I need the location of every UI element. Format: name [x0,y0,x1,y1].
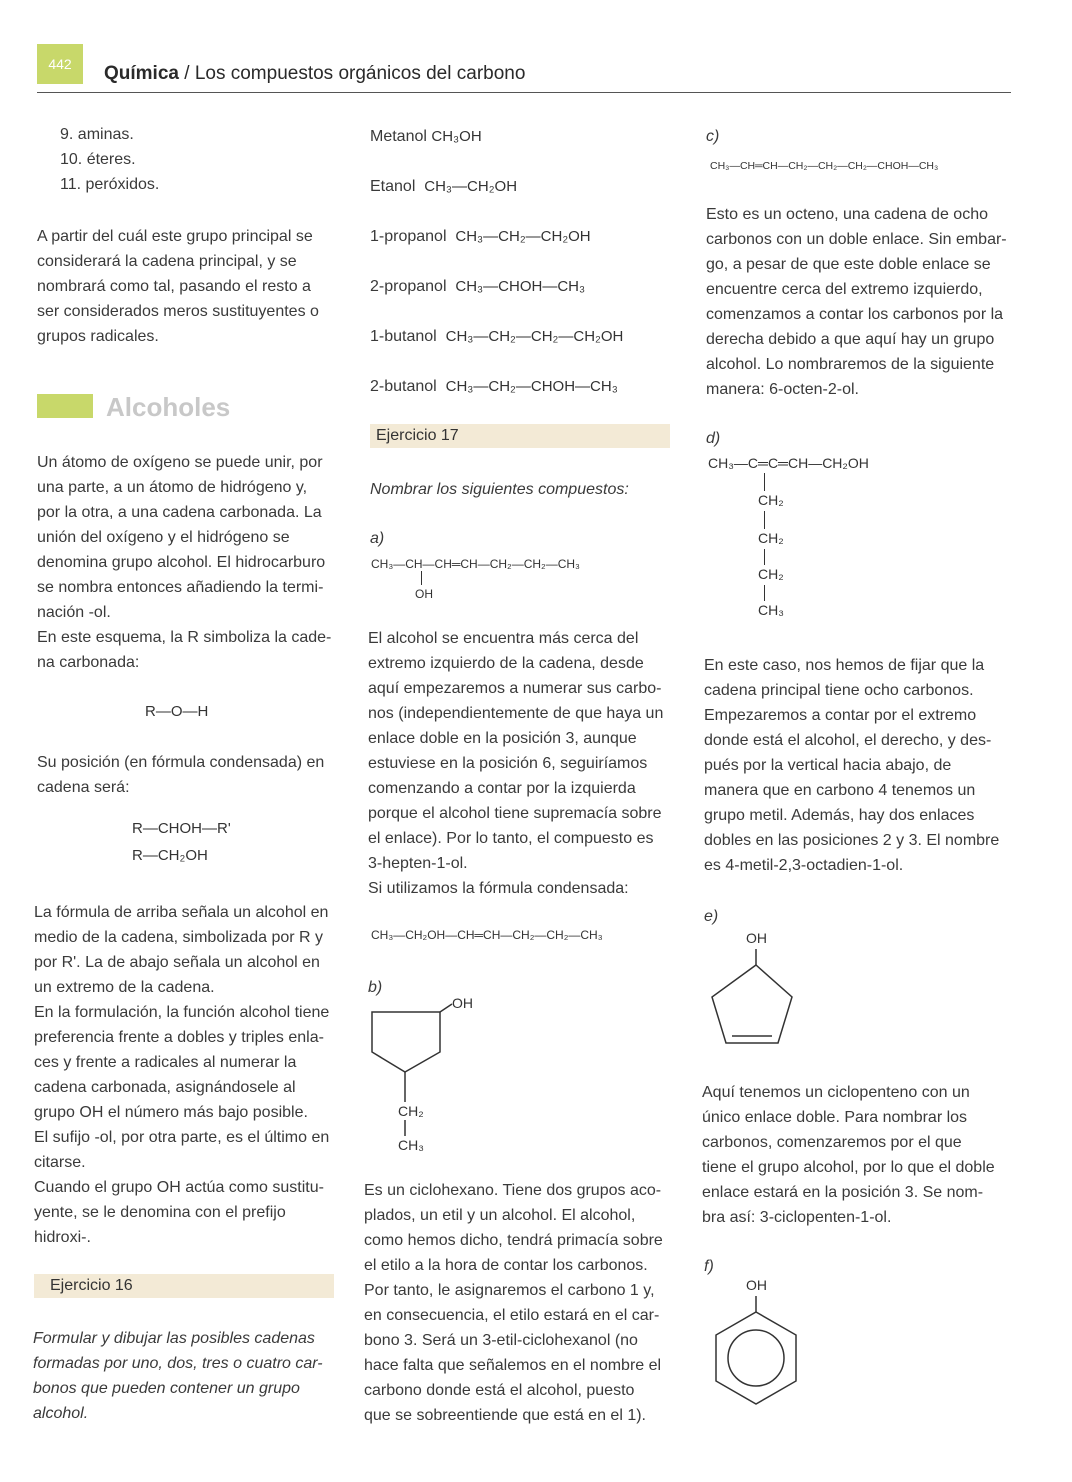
text-line: nos (independientemente de que haya un [368,705,664,722]
text-line: grupo OH el número más bajo posible. [34,1104,308,1121]
formula-middle-alcohol: R—CHOH—R' [132,820,231,837]
text-line: La fórmula de arriba señala un alcohol en [34,904,329,921]
list-continuation [60,122,159,197]
text-line: carbonos con un doble enlace. Sin embar- [706,231,1007,248]
text-line: se nombra entonces añadiendo la termi- [37,579,324,596]
text-line: comenzamos a contar los carbonos por la [706,306,1004,323]
text-line: bra así: 3-ciclopenten-1-ol. [702,1209,892,1226]
alcohol-name: Metanol [370,128,427,145]
text-line: enlace estará en la posición 3. Se nom- [702,1184,984,1201]
item-a-oh: OH [415,587,433,601]
section-marker [37,394,93,418]
oh-label: OH [452,995,473,1011]
text-line: Formular y dibujar las posibles cadenas [33,1330,315,1347]
text-line: En este esquema, la R simboliza la cade- [37,629,332,646]
text-line: carbono donde está el alcohol, puesto [364,1382,635,1399]
item-c-label: c) [706,128,720,145]
text-line: grupos radicales. [37,328,159,345]
text-line: carbonos, comenzaremos por el que [702,1134,962,1151]
phenol-structure [700,1272,810,1432]
item-e-explanation [702,1080,995,1230]
text-line: Cuando el grupo OH actúa como sustitu- [34,1179,324,1196]
text-line: único enlace doble. Para nombrar los [702,1109,968,1126]
text-line: go, a pesar de que este doble enlace se [706,256,991,273]
text-line: encuentre cerca del extremo izquierdo, [706,281,983,298]
text-line: na carbonada: [37,654,140,671]
intro-paragraph [37,224,319,349]
item-a-label: a) [370,530,385,547]
item-c-formula: CH₃—CH═CH—CH₂—CH₂—CH₂—CHOH—CH₃ [710,160,939,172]
text-line: ser considerados meros sustituyentes o [37,303,319,320]
alcohol-formula: CH₃—CHOH—CH₃ [455,278,586,295]
header-topic: / Los compuestos orgánicos del carbono [178,63,526,84]
text-line: bono 3. Será un 3-etil-ciclohexanol (no [364,1332,638,1349]
bond-line [764,473,765,491]
exercise-16-title: Ejercicio 16 [50,1277,133,1294]
alcohol-row [370,174,623,224]
header-title [104,60,525,88]
text-line: cadena será: [37,779,130,796]
alcohol-name: 1-butanol [370,328,437,345]
alcohol-row [370,124,623,174]
formulation-rules [34,900,329,1250]
alcohol-list [370,124,623,424]
exercise-16-header [34,1274,334,1298]
alcohol-name: 1-propanol [370,228,447,245]
text-line: por la otra, a una cadena carbonada. La [37,504,322,521]
alcohol-row [370,224,623,274]
text-line: que se sobreentiende que está en el 1). [364,1407,646,1424]
formula-end-alcohol: R—CH₂OH [132,847,208,864]
text-line: nación -ol. [37,604,111,621]
text-line: Por tanto, le asignaremos el carbono 1 y, [364,1282,655,1299]
header-subject: Química [104,63,179,84]
text-line: el etilo a la hora de contar los carbonos. [364,1257,648,1274]
bond-line [764,511,765,529]
text-line: hidroxi-. [34,1229,91,1246]
aromatic-circle [728,1330,784,1386]
alcohol-row [370,274,623,324]
text-line: denomina grupo alcohol. El hidrocarburo [37,554,326,571]
text-line: hace falta que señalemos en el nombre el [364,1357,662,1374]
text-line: El sufijo -ol, por otra parte, es el último en [34,1129,330,1146]
text-line: aquí empezaremos a numerar sus carbo- [368,680,662,697]
exercise-17-instructions: Nombrar los siguientes compuestos: [370,481,629,498]
exercise-16-text [33,1326,323,1426]
text-line: plados, un etil y un alcohol. El alcohol, [364,1207,636,1224]
alcohol-name: 2-propanol [370,278,447,295]
cyclopentenol-structure [700,925,810,1055]
list-item: 10. éteres. [60,151,136,168]
text-line: considerará la cadena principal, y se [37,253,297,270]
oh-label: OH [746,930,767,946]
text-line: dobles en las posiciones 2 y 3. El nombre [704,832,1000,849]
list-item: 9. aminas. [60,126,134,143]
branch-ch3: CH₃ [758,602,784,618]
position-paragraph [37,750,324,800]
alcohol-formula: CH₃—CH₂—CH₂—CH₂OH [445,328,624,345]
list-item: 11. peróxidos. [60,176,160,193]
alcohol-definition [37,450,331,675]
item-f-label: f) [704,1258,714,1275]
alcohol-row [370,374,623,424]
header-rule [37,92,1011,93]
text-line: Si utilizamos la fórmula condensada: [368,880,629,897]
bond-line [764,585,765,601]
text-line: formadas por uno, dos, tres o cuatro car- [33,1355,323,1372]
alcohol-formula: CH₃—CH₂—CH₂OH [455,228,591,245]
text-line: Es un ciclohexano. Tiene dos grupos aco- [364,1182,662,1199]
cyclohexanol-structure [360,990,480,1160]
cyclopentene-ring [712,965,792,1043]
text-line: alcohol. [33,1405,89,1422]
text-line: un extremo de la cadena. [34,979,215,996]
text-line: En la formulación, la función alcohol tiene [34,1004,330,1021]
cyclohexane-ring [372,1012,440,1072]
text-line: ces y frente a radicales al numerar la [34,1054,297,1071]
item-d-explanation [704,653,999,878]
text-line: nombrará como tal, pasando el resto a [37,278,311,295]
text-line: citarse. [34,1154,86,1171]
text-line: A partir del cuál este grupo principal se [37,228,313,245]
text-line: El alcohol se encuentra más cerca del [368,630,639,647]
text-line: Aquí tenemos un ciclopenteno con un [702,1084,970,1101]
item-c-explanation [706,202,1007,402]
ch3-label: CH₃ [398,1137,424,1153]
text-line: por R'. La de abajo señala un alcohol en [34,954,320,971]
text-line: preferencia frente a dobles y triples enla- [34,1029,324,1046]
alcohol-name: Etanol [370,178,416,195]
text-line: una parte, a un átomo de hidrógeno y, [37,479,308,496]
alcohol-formula: CH₃—CH₂OH [424,178,518,195]
text-line: grupo metil. Además, hay dos enlaces [704,807,975,824]
roh-scheme: R—O—H [145,703,209,720]
item-a-explanation [368,626,663,901]
text-line: bonos que pueden contener un grupo [33,1380,300,1397]
text-line: En este caso, nos hemos de fijar que la [704,657,985,674]
text-line: pués por la vertical hacia abajo, de [704,757,952,774]
text-line: el enlace). Por lo tanto, el compuesto es [368,830,654,847]
alcohol-row [370,324,623,374]
item-b-explanation [364,1178,663,1428]
alcohol-formula: CH₃OH [431,128,482,145]
text-line: medio de la cadena, simbolizada por R y [34,929,324,946]
text-line: en consecuencia, el etilo estará en el car- [364,1307,660,1324]
branch-ch2: CH₂ [758,530,784,546]
branch-ch2: CH₂ [758,566,784,582]
text-line: manera: 6-octen-2-ol. [706,381,859,398]
section-title: Alcoholes [106,392,231,422]
exercise-17-title: Ejercicio 17 [376,427,459,444]
text-line: extremo izquierdo de la cadena, desde [368,655,644,672]
bond-line [764,549,765,565]
text-line: estuviese en la posición 6, seguiríamos [368,755,648,772]
item-a-condensed: CH₃—CH₂OH—CH═CH—CH₂—CH₂—CH₃ [371,928,603,942]
text-line: derecha debido a que aquí hay un grupo [706,331,995,348]
text-line: porque el alcohol tiene supremacía sobre [368,805,662,822]
ch2-label: CH₂ [398,1103,424,1119]
text-line: es 4-metil-2,3-octadien-1-ol. [704,857,904,874]
exercise-17-header [370,424,670,448]
text-line: Esto es un octeno, una cadena de ocho [706,206,988,223]
item-d-label: d) [706,430,721,447]
text-line: Empezaremos a contar por el extremo [704,707,977,724]
text-line: alcohol. Lo nombraremos de la siguiente [706,356,995,373]
text-line: como hemos dicho, tendrá primacía sobre [364,1232,663,1249]
text-line: Su posición (en fórmula condensada) en [37,754,325,771]
text-line: Un átomo de oxígeno se puede unir, por [37,454,323,471]
text-line: unión del oxígeno y el hidrógeno se [37,529,290,546]
text-line: comenzando a contar por la izquierda [368,780,636,797]
bond-line [421,571,422,585]
item-b-label: b) [368,979,383,996]
text-line: donde está el alcohol, el derecho, y des- [704,732,992,749]
item-a-formula: CH₃—CH—CH═CH—CH₂—CH₂—CH₃ [371,557,580,571]
text-line: cadena principal tiene ocho carbonos. [704,682,974,699]
text-line: manera que en carbono 4 tenemos un [704,782,976,799]
alcohol-formula: CH₃—CH₂—CHOH—CH₃ [445,378,618,395]
oh-label: OH [746,1277,767,1293]
item-d-formula: CH₃—C═C═CH—CH₂OH [708,455,869,471]
text-line: yente, se le denomina con el prefijo [34,1204,286,1221]
text-line: cadena carbonada, asignándosele al [34,1079,296,1096]
text-line: enlace doble en la posición 3, aunque [368,730,637,747]
alcohol-name: 2-butanol [370,378,437,395]
text-line: tiene el grupo alcohol, por lo que el doble [702,1159,995,1176]
branch-ch2: CH₂ [758,492,784,508]
item-e-label: e) [704,908,719,925]
page-number: 442 [37,44,83,84]
oh-bond [440,1004,452,1012]
text-line: 3-hepten-1-ol. [368,855,468,872]
